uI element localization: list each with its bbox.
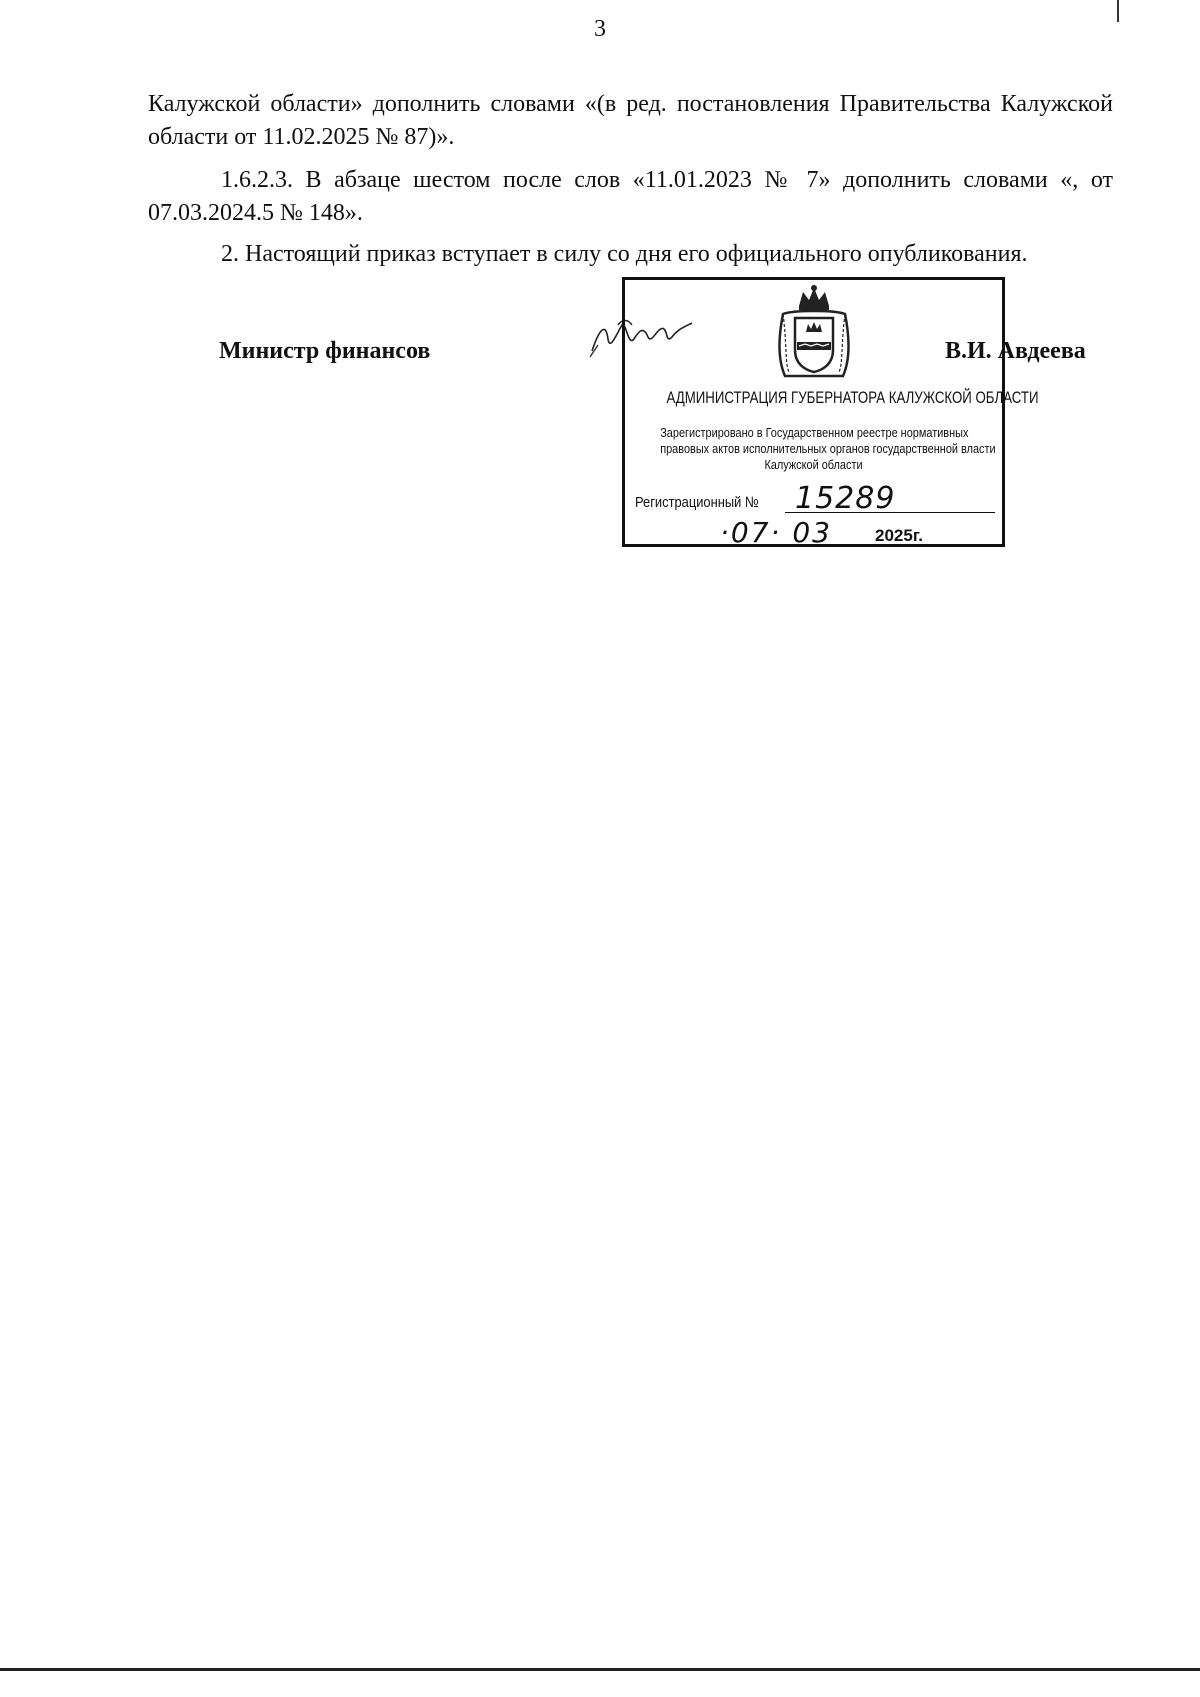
registration-number-label: Регистрационный № <box>635 494 759 511</box>
paragraph-amendment-continuation: Калужской области» дополнить словами «(в ред. постановления Правительства Калужской области от 11.02.2025 № 87)». <box>148 91 1113 150</box>
stamp-text-line: правовых актов исполнительных органов государственной власти <box>660 441 996 456</box>
page-number: 3 <box>594 16 606 42</box>
stamp-text-line: Зарегистрировано в Государственном реестре нормативных <box>660 425 969 440</box>
paragraph-1-6-2-3: 1.6.2.3. В абзаце шестом после слов «11.01.2023 № 7» дополнить словами «, от 07.03.2024.5 № 148». <box>148 167 1113 226</box>
registration-number: 15289 <box>795 481 896 516</box>
paragraph-effective-date: 2. Настоящий приказ вступает в силу со дня его официального опубликования. <box>221 241 1028 267</box>
coat-of-arms-icon <box>775 284 853 380</box>
registration-date-underline <box>717 546 867 547</box>
registration-year: 2025г. <box>875 526 923 545</box>
stamp-registration-text <box>631 425 996 473</box>
signatory-name: В.И. Авдеева <box>945 338 1086 364</box>
signatory-position: Министр финансов <box>219 338 431 364</box>
stamp-text-line: Калужской области <box>764 457 863 472</box>
registration-date: ·07· 03 <box>720 516 832 549</box>
stamp-organization: АДМИНИСТРАЦИЯ ГУБЕРНАТОРА КАЛУЖСКОЙ ОБЛАСТИ <box>666 388 1039 407</box>
page-bottom-rule <box>0 1668 1200 1671</box>
